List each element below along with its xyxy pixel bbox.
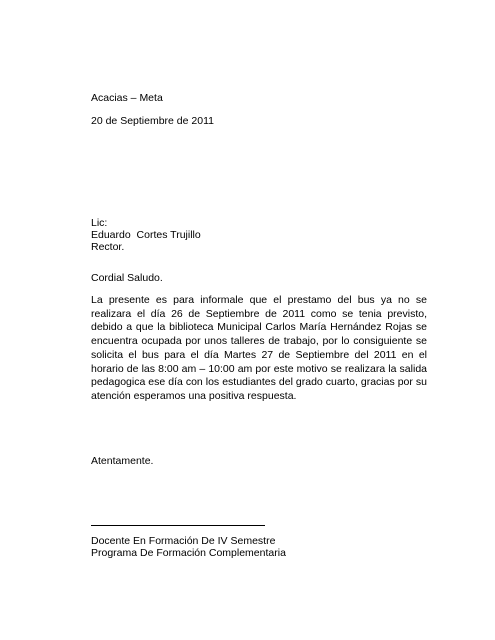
signature-line-1: Docente En Formación De IV Semestre [91,535,276,547]
recipient-prefix: Lic: [91,217,108,229]
recipient-name: Eduardo Cortes Trujillo [91,229,201,241]
signature-line [91,525,265,526]
recipient-title: Rector. [91,241,125,253]
letter-closing: Atentamente. [91,455,154,467]
letter-greeting: Cordial Saludo. [91,272,163,284]
signature-line-2: Programa De Formación Complementaria [91,547,286,559]
letter-place: Acacias – Meta [91,92,163,104]
letter-body: La presente es para informale que el prestamo del bus ya no se realizara el día 26 de Septiembre de 2011 como se tenia previsto, debido a que la biblioteca Municipal Carlos María Hernández Rojas se encuentra ocupada por unos talleres de trabajo, por lo consiguiente se solicita el bus para el día Martes 27 de Septiembre del 2011 en el horario de las 8:00 am – 10:00 am por este motivo se realizara la salida pedagogica ese día con los estudiantes del grado cuarto, gracias por su atención esperamos una positiva respuesta. [91,294,427,402]
letter-date: 20 de Septiembre de 2011 [91,115,214,127]
